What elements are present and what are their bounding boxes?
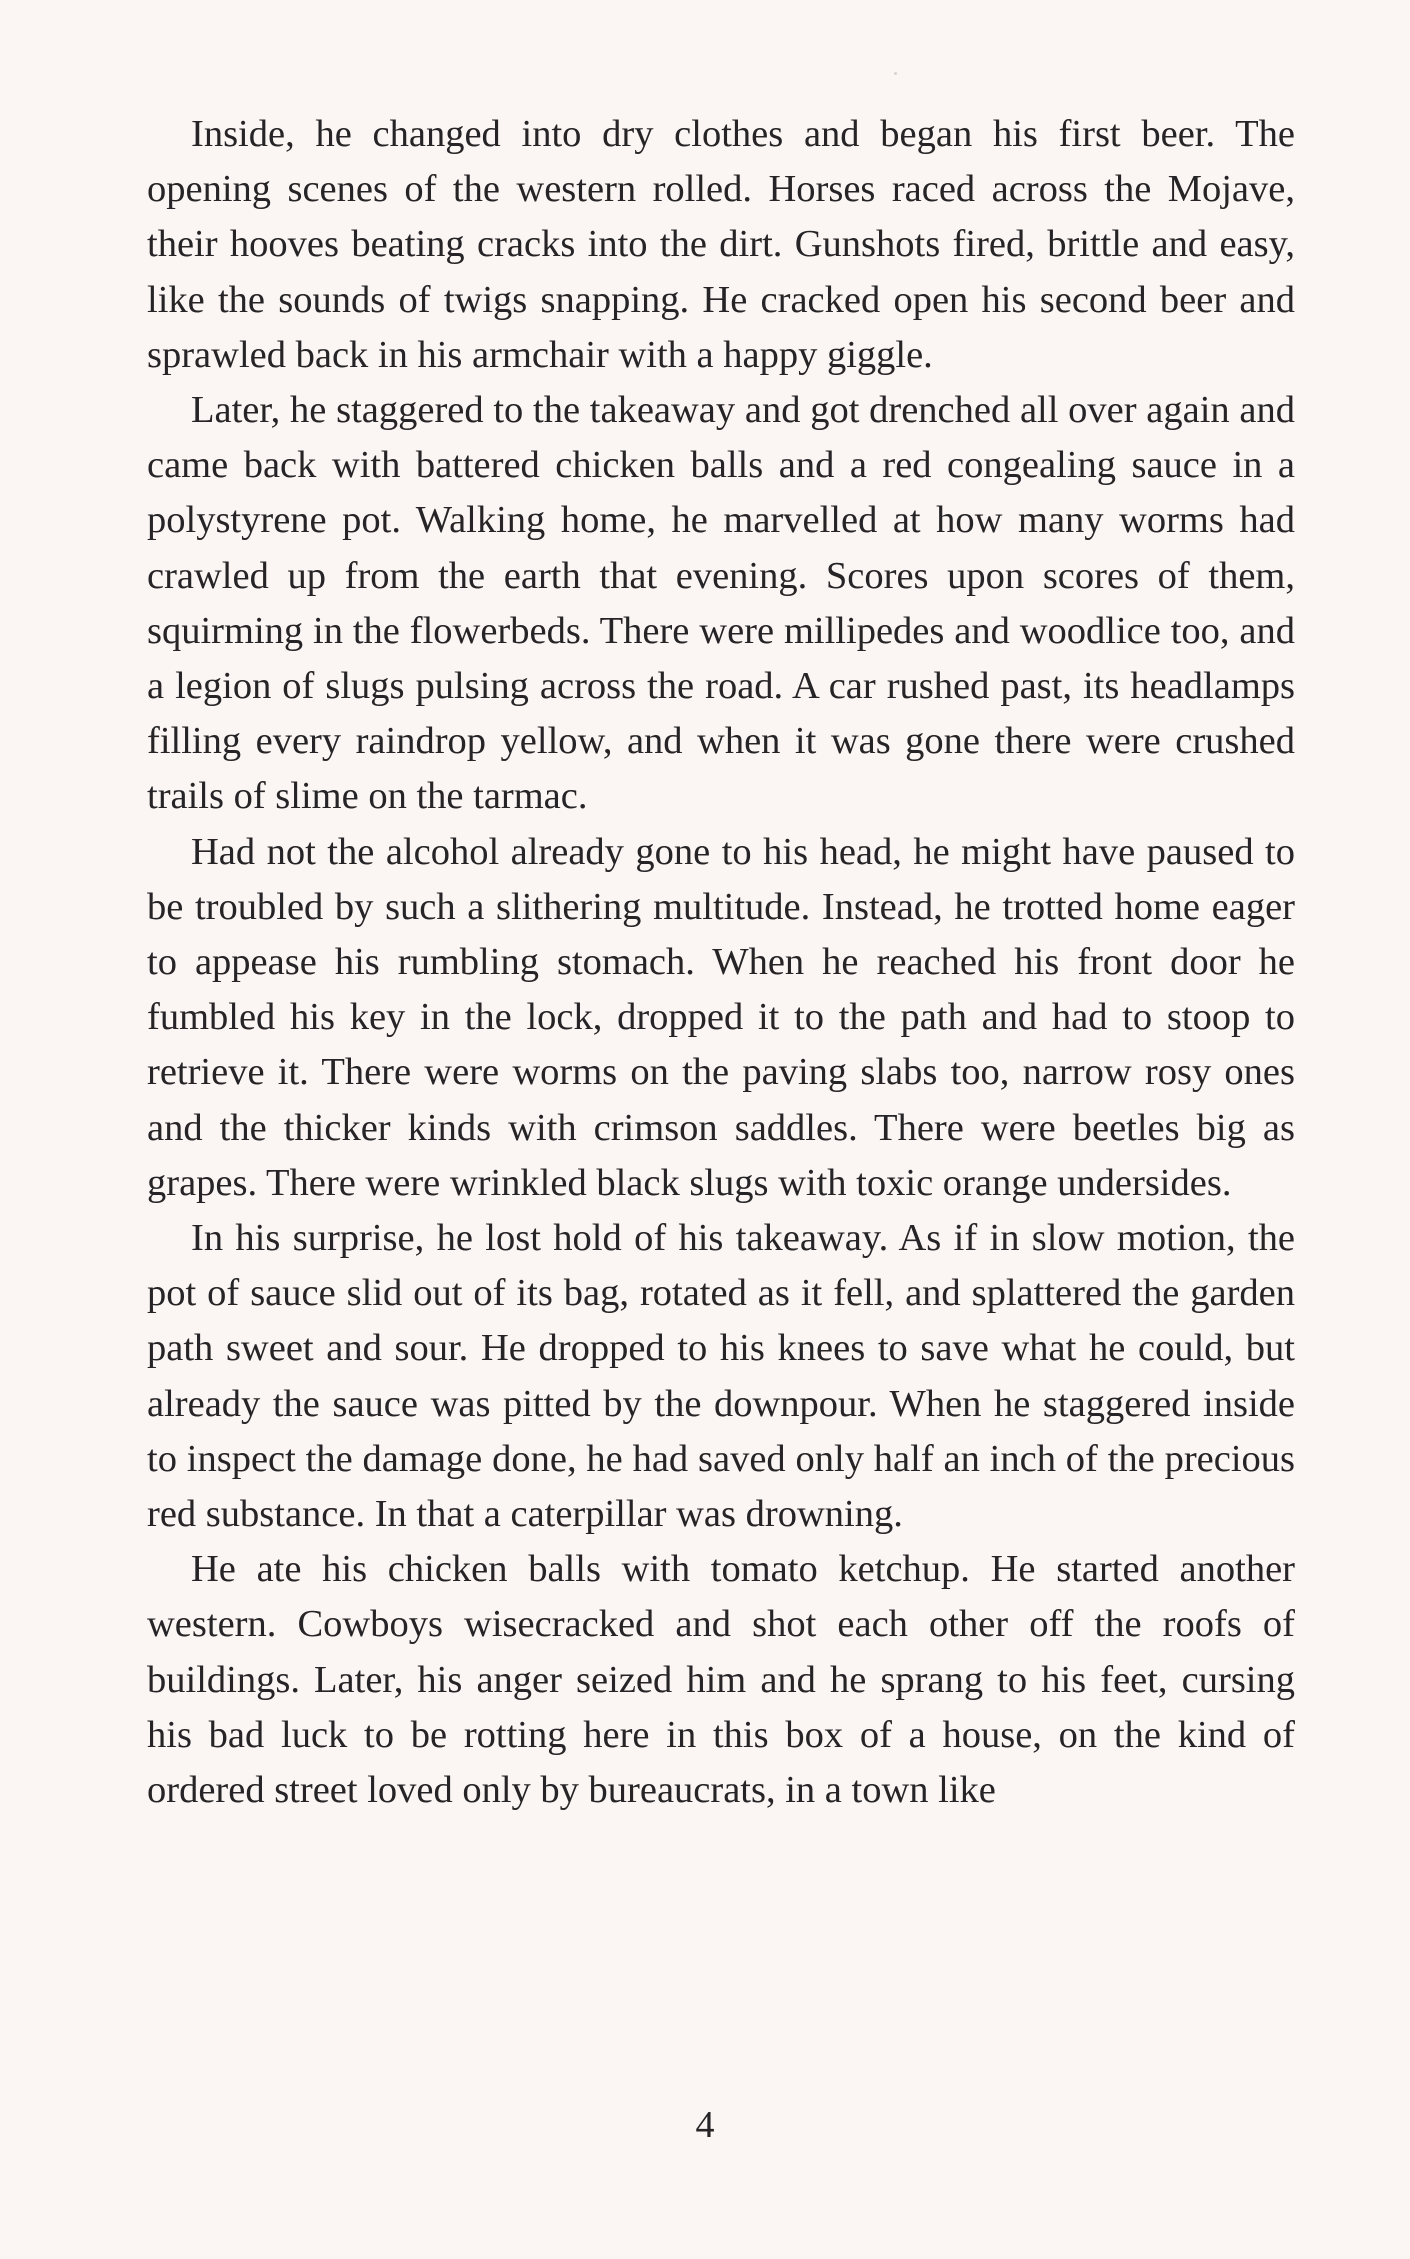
- page-number: 4: [695, 2104, 715, 2146]
- body-text: [147, 107, 1295, 1818]
- paragraph: In his surprise, he lost hold of his takeaway. As if in slow motion, the pot of sauce slid out of its bag, rotated as it fell, and splattered the garden path sweet and sour. He dropped to his knees to save what he could, but already the sauce was pitted by the downpour. When he staggered inside to inspect the damage done, he had saved only half an inch of the precious red substance. In that a caterpillar was drowning.: [147, 1217, 1295, 1536]
- paper-speck: [894, 72, 897, 75]
- paragraph: Inside, he changed into dry clothes and began his first beer. The opening scenes of the western rolled. Horses raced across the Mojave, their hooves beating cracks into the dirt. Gunshots fired, brittle and easy, like the sounds of twigs snapping. He cracked open his second beer and sprawled back in his armchair with a happy giggle.: [147, 113, 1295, 376]
- paragraph: Later, he staggered to the takeaway and got drenched all over again and came back with battered chicken balls and a red congealing sauce in a polystyrene pot. Walking home, he marvelled at how many worms had crawled up from the earth that evening. Scores upon scores of them, squirming in the flowerbeds. There were millipedes and woodlice too, and a legion of slugs pulsing across the road. A car rushed past, its headlamps filling every raindrop yellow, and when it was gone there were crushed trails of slime on the tarmac.: [147, 389, 1295, 818]
- paragraph: Had not the alcohol already gone to his head, he might have paused to be troubled by such a slithering multitude. Instead, he trotted home eager to appease his rumbling stomach. When he reached his front door he fumbled his key in the lock, dropped it to the path and had to stoop to retrieve it. There were worms on the paving slabs too, narrow rosy ones and the thicker kinds with crimson saddles. There were beetles big as grapes. There were wrinkled black slugs with toxic orange undersides.: [147, 830, 1295, 1204]
- paragraph: He ate his chicken balls with tomato ketchup. He started another western. Cowboys wisecracked and shot each other off the roofs of buildings. Later, his anger seized him and he sprang to his feet, cursing his bad luck to be rotting here in this box of a house, on the kind of ordered street loved only by bureaucrats, in a town like: [147, 1548, 1295, 1812]
